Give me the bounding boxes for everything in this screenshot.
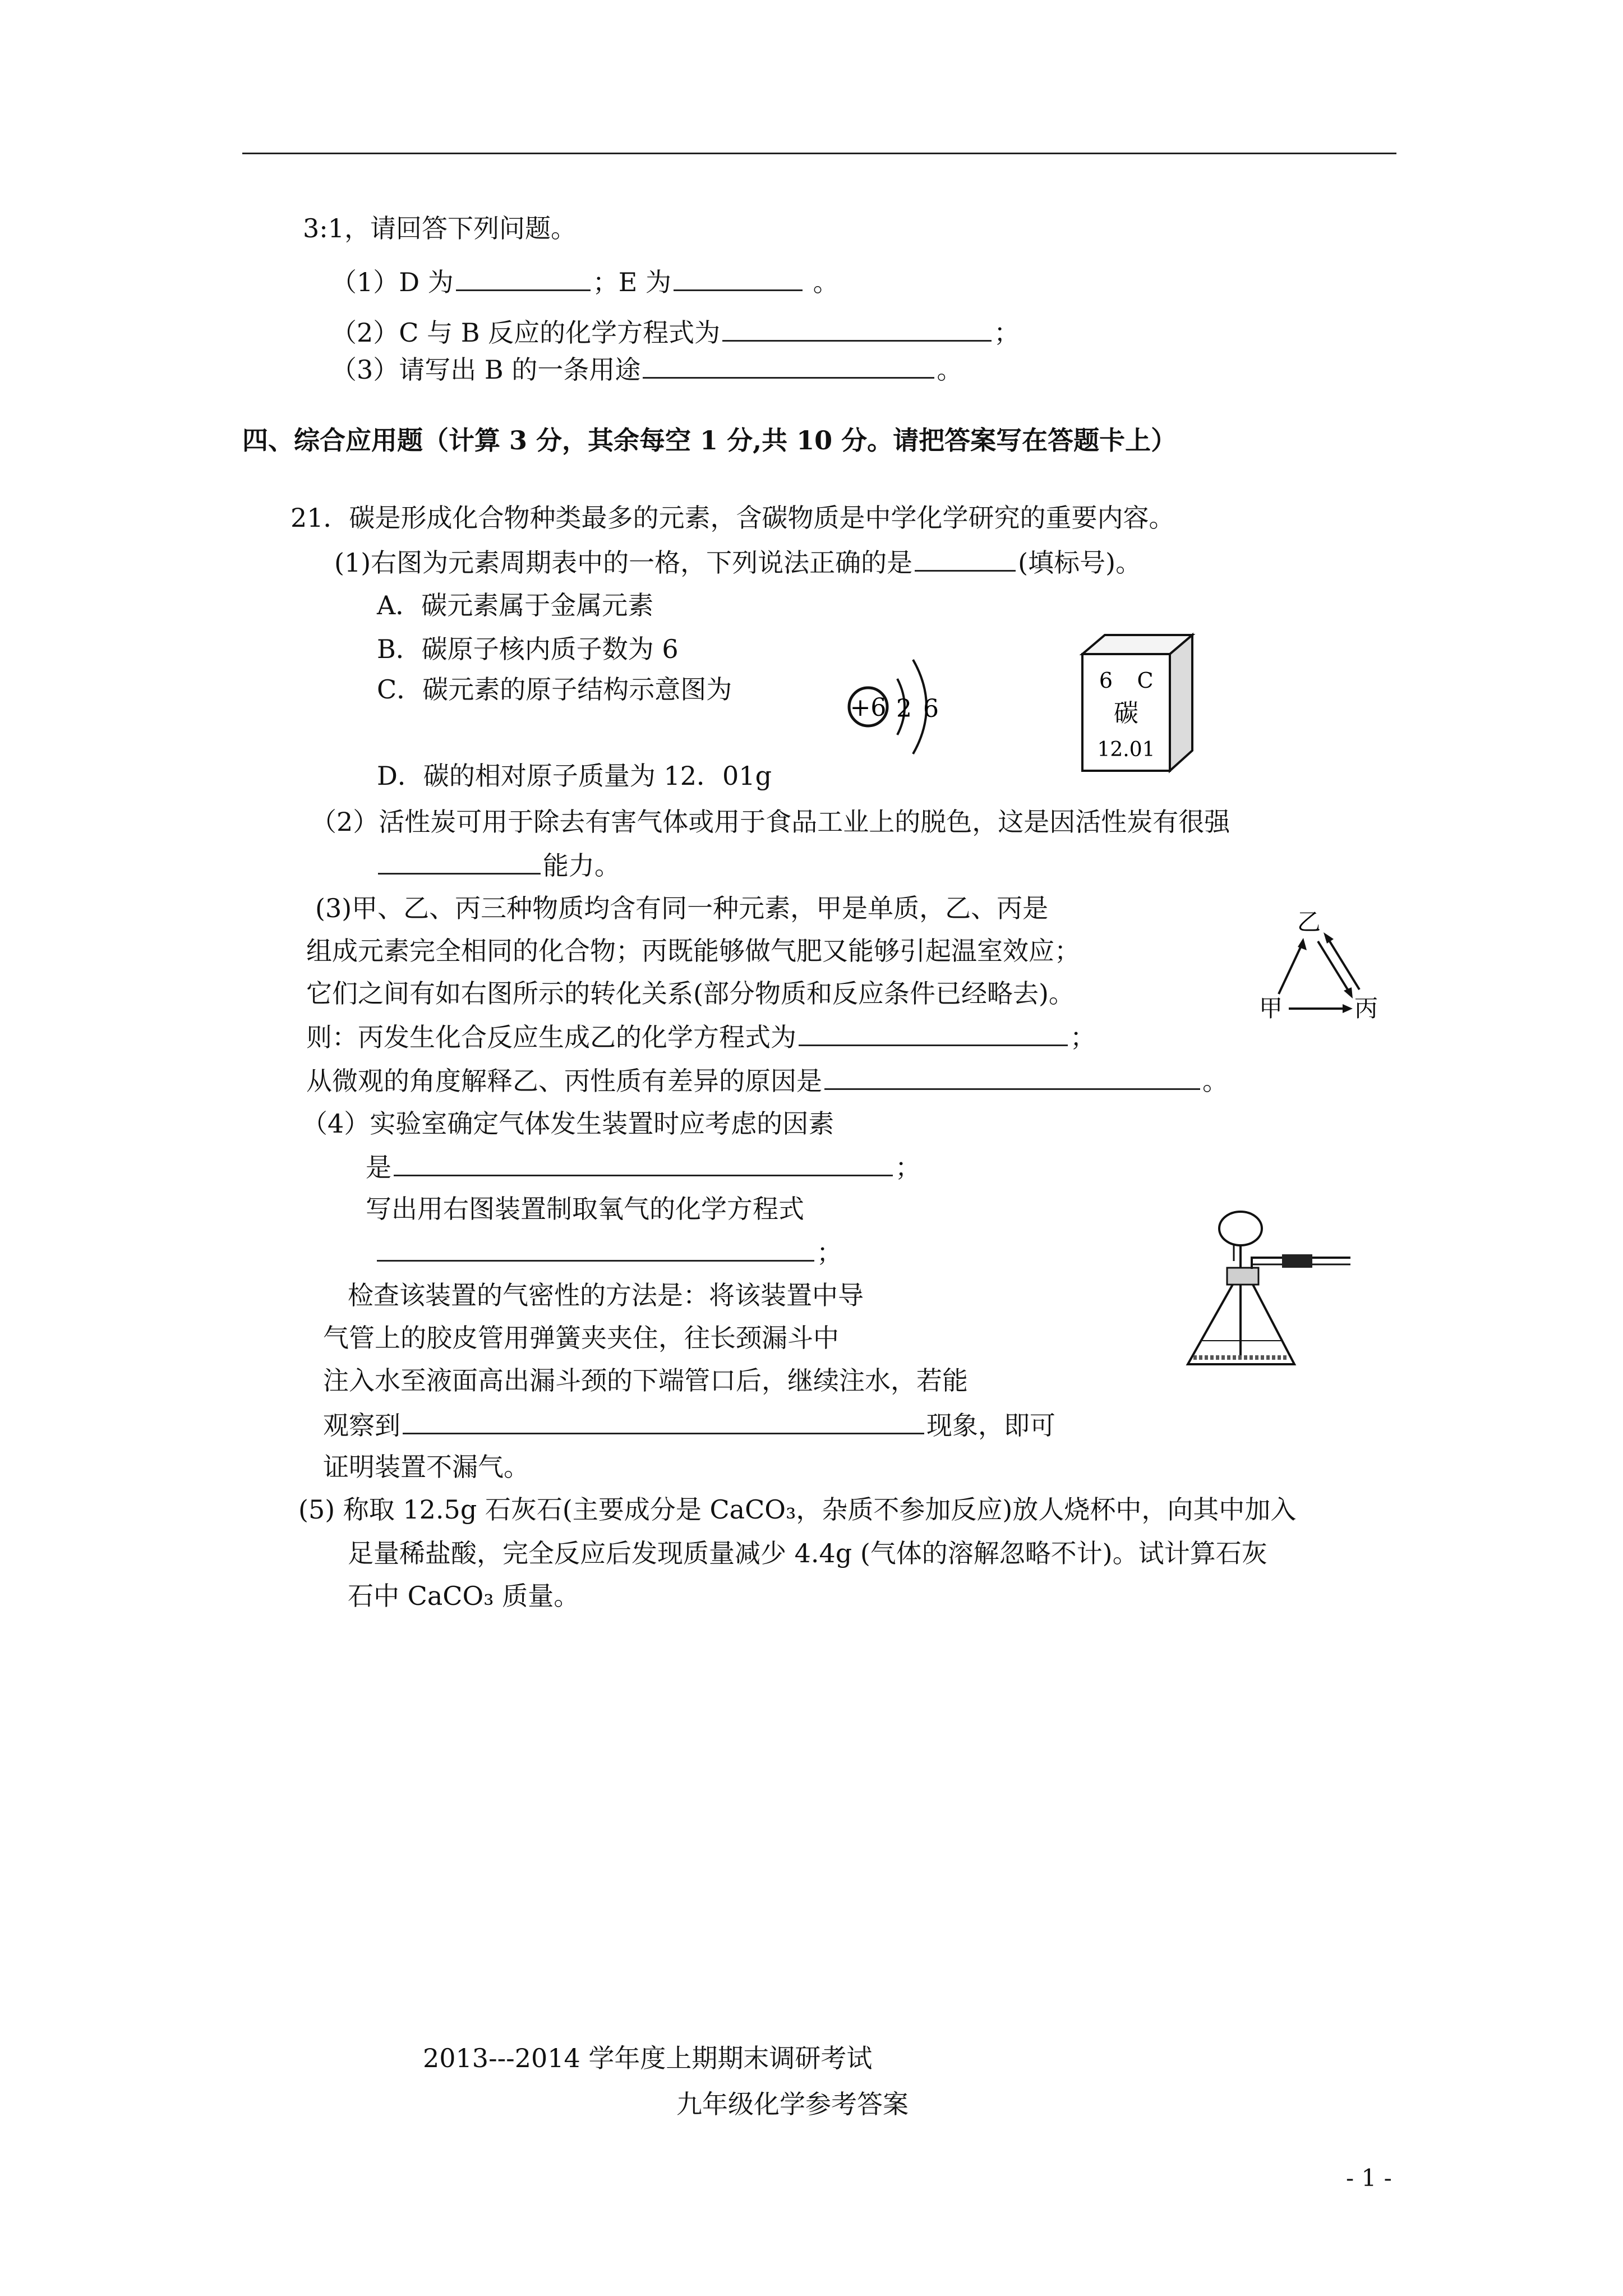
q2-text: （2）C 与 B 反应的化学方程式为 (331, 318, 721, 348)
gas-apparatus-diagram (1182, 1206, 1362, 1374)
funnel-bulb (1219, 1212, 1262, 1245)
option-a: A．碳元素属于金属元素 (377, 590, 654, 620)
q21-part3-line3: 它们之间有如右图所示的转化关系(部分物质和反应条件已经略去)。 (306, 978, 1075, 1009)
answer-blank-p1[interactable] (915, 544, 1016, 572)
answer-blank-p3-equation[interactable] (799, 1019, 1068, 1046)
q21-part4-line9: 证明装置不漏气。 (323, 1452, 529, 1482)
q2-end: ； (994, 318, 1020, 348)
p4-line8-suffix: 现象，即可 (926, 1410, 1055, 1441)
answer-key-title-line2: 九年级化学参考答案 (676, 2089, 909, 2119)
option-c: C．碳元素的原子结构示意图为 (377, 674, 732, 705)
atom-structure-diagram (841, 644, 953, 773)
section-heading: 四、综合应用题（计算 3 分，其余每空 1 分,共 10 分。请把答案写在答题卡上） (242, 425, 1177, 455)
p3-line5-prefix: 从微观的角度解释乙、丙性质有差异的原因是 (306, 1066, 822, 1096)
transformation-diagram (1256, 904, 1385, 1033)
p2-suffix: 能力。 (543, 850, 620, 881)
p4-line2-prefix: 是 (366, 1152, 391, 1182)
page-number: - 1 - (1346, 2164, 1392, 2192)
answer-blank-p4-factors[interactable] (394, 1149, 893, 1176)
q21-part5-line3: 石中 CaCO₃ 质量。 (348, 1581, 580, 1611)
p1-suffix: (填标号)。 (1018, 547, 1142, 578)
q21-part5-line2: 足量稀盐酸，完全反应后发现质量减少 4.4g (气体的溶解忽略不计)。试计算石灰 (348, 1538, 1267, 1568)
rubber-tube-clamp (1282, 1254, 1312, 1268)
q3-line (331, 351, 962, 387)
continued-intro: 3:1，请回答下列问题。 (303, 213, 577, 243)
atomic-mass: 12.01 (1097, 738, 1155, 761)
element-name: 碳 (1114, 699, 1138, 728)
q21-part3-line2: 组成元素完全相同的化合物；丙既能够做气肥又能够引起温室效应； (306, 936, 1080, 966)
answer-blank-use[interactable] (643, 351, 934, 379)
element-symbol: C (1137, 668, 1154, 693)
shell-2-electrons: 6 (923, 694, 939, 723)
q21-part4-line7: 注入水至液面高出漏斗颈的下端管口后，继续注水，若能 (323, 1365, 968, 1396)
arrowhead-jia-bing (1343, 1004, 1353, 1013)
cell-side-face (1170, 635, 1192, 771)
periodic-table-cell (1077, 632, 1198, 777)
answer-blank-equation[interactable] (722, 314, 992, 342)
q21-part4-line1: （4）实验室确定气体发生装置时应考虑的因素 (302, 1108, 834, 1139)
p4-line8-prefix: 观察到 (323, 1410, 400, 1441)
q21-part3-line5 (306, 1062, 1228, 1098)
q3-text: （3）请写出 B 的一条用途 (331, 355, 641, 385)
q21-part1 (334, 544, 1141, 580)
edge-jia-yi (1279, 941, 1303, 994)
p4-line4-suffix: ； (817, 1237, 842, 1268)
shell-1-electrons: 2 (896, 694, 912, 723)
node-bing: 丙 (1354, 995, 1378, 1022)
q21-part4-line3: 写出用右图装置制取氧气的化学方程式 (366, 1194, 804, 1224)
nucleus-charge: +6 (850, 693, 887, 722)
q1-prefix: （1）D 为 (331, 267, 454, 297)
p3-line4-prefix: 则：丙发生化合反应生成乙的化学方程式为 (306, 1022, 796, 1052)
node-yi: 乙 (1297, 908, 1321, 936)
q2-line (331, 314, 1020, 350)
answer-blank-e[interactable] (674, 264, 803, 291)
q1-mid: ；E 为 (592, 267, 671, 297)
q21-part4-line5: 检查该装置的气密性的方法是：将该装置中导 (348, 1280, 864, 1310)
q21-part3-line1: (3)甲、乙、丙三种物质均含有同一种元素，甲是单质，乙、丙是 (315, 893, 1049, 923)
p4-line2-suffix: ； (895, 1152, 921, 1182)
arrowhead-yi-bing (1344, 987, 1353, 999)
answer-key-title-line1: 2013---2014 学年度上期期末调研考试 (423, 2043, 873, 2073)
atomic-number: 6 (1099, 668, 1113, 693)
q1-line (331, 264, 839, 300)
q21-part2-line1: （2）活性炭可用于除去有害气体或用于食品工业上的脱色，这是因活性炭有很强 (311, 807, 1230, 837)
answer-blank-p2[interactable] (378, 847, 541, 875)
answer-blank-p4-equation[interactable] (377, 1234, 814, 1262)
p3-line5-suffix: 。 (1202, 1066, 1228, 1096)
option-b: B．碳原子核内质子数为 6 (377, 634, 679, 664)
arrowhead-bing-yi (1324, 932, 1334, 944)
q21-part4-line8 (323, 1407, 1055, 1443)
q21-part5-line1: (5) 称取 12.5g 石灰石(主要成分是 CaCO₃，杂质不参加反应)放人烧杯中，向其中加入 (298, 1494, 1297, 1525)
node-jia: 甲 (1258, 995, 1283, 1022)
header-rule (242, 153, 1396, 154)
q21-intro: 21．碳是形成化合物种类最多的元素，含碳物质是中学化学研究的重要内容。 (291, 503, 1175, 533)
q21-part3-line4 (306, 1019, 1096, 1055)
p1-prefix: (1)右图为元素周期表中的一格，下列说法正确的是 (334, 547, 913, 578)
q21-part4-line2 (366, 1149, 921, 1185)
q3-end: 。 (937, 355, 963, 385)
p3-line4-suffix: ； (1070, 1022, 1096, 1052)
q1-end: 。 (813, 267, 839, 297)
answer-blank-d[interactable] (456, 264, 591, 291)
q21-part2-line2 (378, 847, 620, 883)
option-d: D．碳的相对原子质量为 12．01g (377, 761, 772, 791)
q21-part4-line6: 气管上的胶皮管用弹簧夹夹住，往长颈漏斗中 (323, 1323, 839, 1353)
stopper (1227, 1268, 1258, 1285)
q21-part4-line4 (377, 1234, 842, 1270)
answer-blank-p4-observation[interactable] (403, 1407, 924, 1434)
answer-blank-p3-reason[interactable] (824, 1062, 1200, 1090)
